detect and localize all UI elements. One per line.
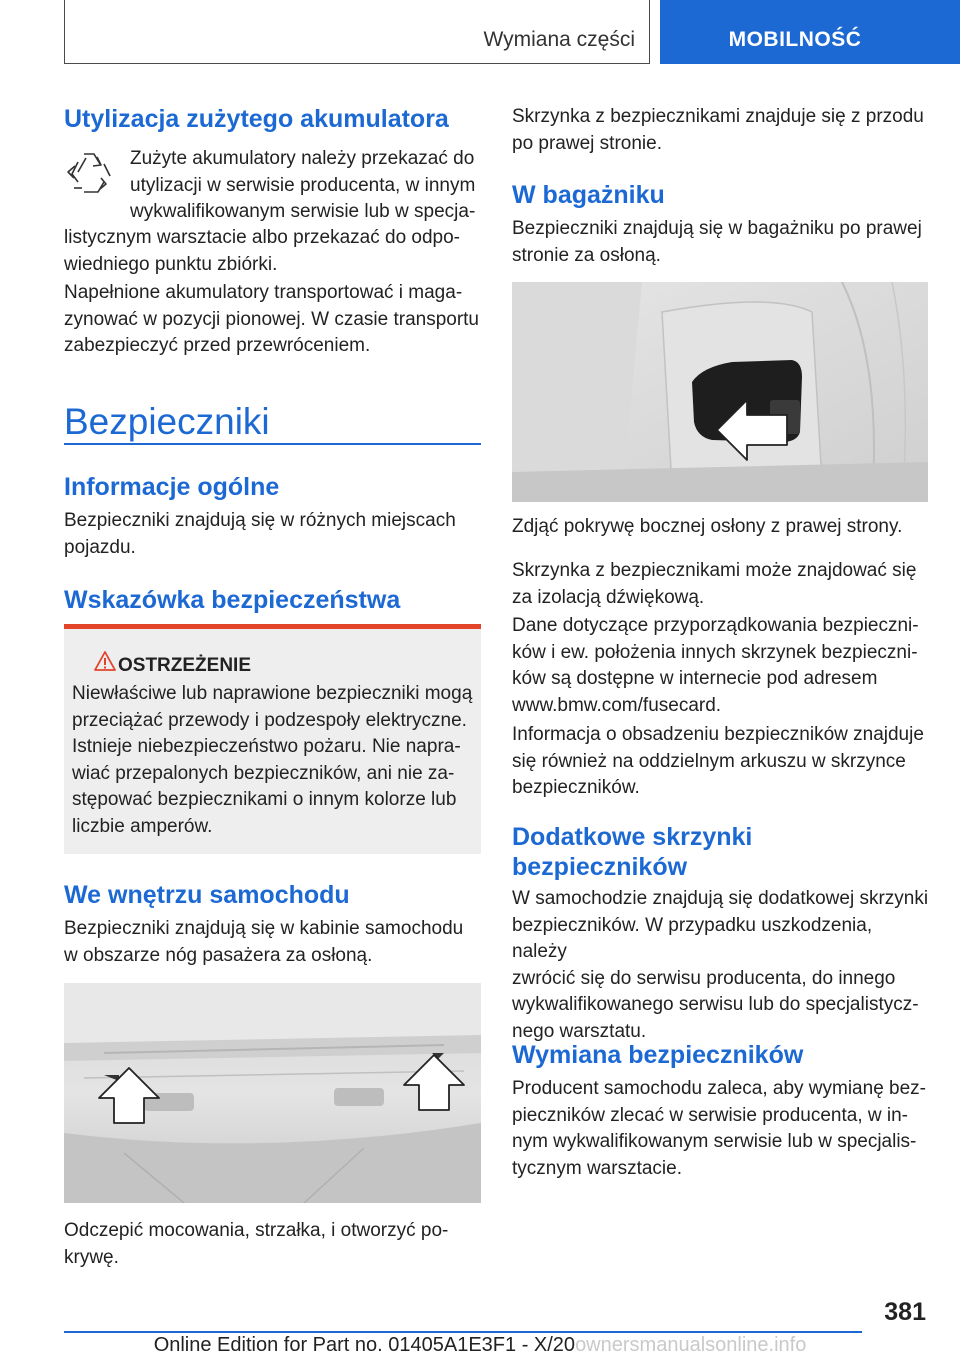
title-line: Dodatkowe skrzynki: [512, 823, 753, 851]
text-line: listycznym warsztacie albo przekazać do odpo-: [64, 227, 461, 248]
text-line: Skrzynka z bezpiecznikami znajduje się z przodu: [512, 106, 924, 127]
footwell-cover-illustration: [64, 983, 481, 1203]
battery-transport-paragraph: [64, 280, 484, 360]
footer-edition: Online Edition for Part no. 01405A1E3F1 - X/20: [153, 1334, 576, 1356]
text-line: bezpieczników.: [512, 777, 640, 798]
extra-boxes-title: [512, 822, 932, 882]
extra-boxes-paragraph: [512, 886, 932, 1045]
fuses-title: Bezpieczniki: [64, 401, 270, 442]
text-line: wykwalifikowanym serwisie lub w specja-: [130, 201, 476, 222]
text-line: się również na oddzielnym arkuszu w skrzynce: [512, 750, 906, 772]
warning-box: [64, 624, 481, 854]
safety-title: Wskazówka bezpieczeństwa: [64, 586, 401, 614]
text-line: wykwalifikowanego serwisu lub do specjalistycz-: [512, 994, 919, 1015]
warning-text: [72, 681, 477, 840]
trunk-caption: [512, 514, 932, 541]
text-line: Bezpieczniki znajdują się w różnych miejscach: [64, 510, 456, 531]
header-section-label: Wymiana części: [483, 28, 635, 51]
text-line: pieczników zlecać w serwisie producenta, w in-: [512, 1104, 908, 1126]
text-line: Napełnione akumulatory transportować i maga-: [64, 282, 463, 303]
front-paragraph: [512, 104, 932, 157]
fusecard-url: www.bmw.com/fusecard.: [512, 694, 722, 716]
warning-title: OSTRZEŻENIE: [118, 655, 252, 676]
footer-rule: [64, 1331, 862, 1333]
recycle-icon: [64, 148, 118, 200]
replace-title: Wymiana bezpieczników: [512, 1041, 804, 1069]
fuses-title-rule: [64, 443, 481, 445]
trunk-paragraph: [512, 216, 932, 269]
text-line: nego warsztatu.: [512, 1020, 647, 1042]
insulation-paragraph: [512, 558, 932, 611]
general-title: Informacje ogólne: [64, 473, 280, 501]
text-line: przeciążać przewody i podzespoły elektryczne.: [72, 709, 467, 731]
header-section-box: [64, 0, 650, 64]
text-line: Istnieje niebezpieczeństwo pożaru. Nie napra-: [72, 736, 461, 757]
interior-photo: [64, 983, 481, 1203]
text-line: Zdjąć pokrywę bocznej osłony z prawej strony.: [512, 516, 903, 537]
text-line: ków i ew. położenia innych skrzynek bezpieczni-: [512, 641, 918, 663]
sheet-paragraph: [512, 722, 932, 802]
text-line: Niewłaściwe lub naprawione bezpieczniki mogą: [72, 683, 473, 704]
trunk-photo: [512, 282, 928, 502]
text-line: nym wykwalifikowanym serwisie lub w specjalis-: [512, 1131, 917, 1152]
text-line: po prawej stronie.: [512, 132, 662, 154]
text-line: utylizacji w serwisie producenta, w innym: [130, 174, 476, 196]
text-line: tycznym warsztacie.: [512, 1157, 682, 1179]
fusecard-paragraph: [512, 613, 932, 719]
text-line: stronie za osłoną.: [512, 244, 661, 266]
general-paragraph: [64, 508, 484, 561]
text-line: stępować bezpiecznikami o innym kolorze lub: [72, 789, 457, 810]
footer-watermark: ownersmanualsonline.info: [575, 1334, 807, 1356]
interior-paragraph: [64, 916, 484, 969]
battery-paragraph-rest: [64, 225, 484, 278]
text-line: krywę.: [64, 1246, 119, 1268]
trunk-cover-illustration: [512, 282, 928, 502]
trunk-title: W bagażniku: [512, 181, 665, 209]
text-line: wiać przepalonych bezpieczników, ani nie za-: [72, 762, 455, 784]
replace-paragraph: [512, 1076, 932, 1182]
text-line: Dane dotyczące przyporządkowania bezpieczni-: [512, 615, 919, 636]
text-line: Bezpieczniki znajdują się w bagażniku po prawej: [512, 218, 922, 239]
text-line: ków są dostępne w internecie pod adresem: [512, 668, 878, 689]
text-line: liczbie amperów.: [72, 815, 213, 837]
page-number: 381: [884, 1298, 926, 1326]
header-chapter-tab: [660, 0, 960, 64]
text-line: zwrócić się do serwisu producenta, do innego: [512, 967, 896, 989]
text-line: W samochodzie znajdują się dodatkowej skrzynki: [512, 888, 929, 909]
text-line: w obszarze nóg pasażera za osłoną.: [64, 944, 373, 966]
text-line: Bezpieczniki znajdują się w kabinie samochodu: [64, 918, 464, 939]
text-line: Odczepić mocowania, strzałka, i otworzyć po-: [64, 1220, 449, 1241]
battery-title: Utylizacja zużytego akumulatora: [64, 105, 449, 133]
footer-edition-line: [0, 1334, 960, 1357]
text-line: bezpieczników. W przypadku uszkodzenia, należy: [512, 914, 873, 962]
warning-triangle-icon: [94, 650, 116, 672]
text-line: zynować w pozycji pionowej. W czasie transportu: [64, 308, 480, 330]
text-line: wiedniego punktu zbiórki.: [64, 253, 278, 275]
header-chapter-label: MOBILNOŚĆ: [728, 28, 862, 51]
text-line: za izolacją dźwiękową.: [512, 586, 705, 608]
battery-paragraph-indented: [130, 146, 490, 226]
text-line: pojazdu.: [64, 536, 136, 558]
interior-caption: [64, 1218, 484, 1271]
text-line: Zużyte akumulatory należy przekazać do: [130, 148, 475, 169]
text-line: Skrzynka z bezpiecznikami może znajdować się: [512, 560, 917, 581]
title-line: bezpieczników: [512, 853, 688, 881]
text-line: Informacja o obsadzeniu bezpieczników znajduje: [512, 724, 924, 745]
interior-title: We wnętrzu samochodu: [64, 881, 350, 909]
text-line: zabezpieczyć przed przewróceniem.: [64, 335, 371, 356]
text-line: Producent samochodu zaleca, aby wymianę bez-: [512, 1078, 927, 1099]
